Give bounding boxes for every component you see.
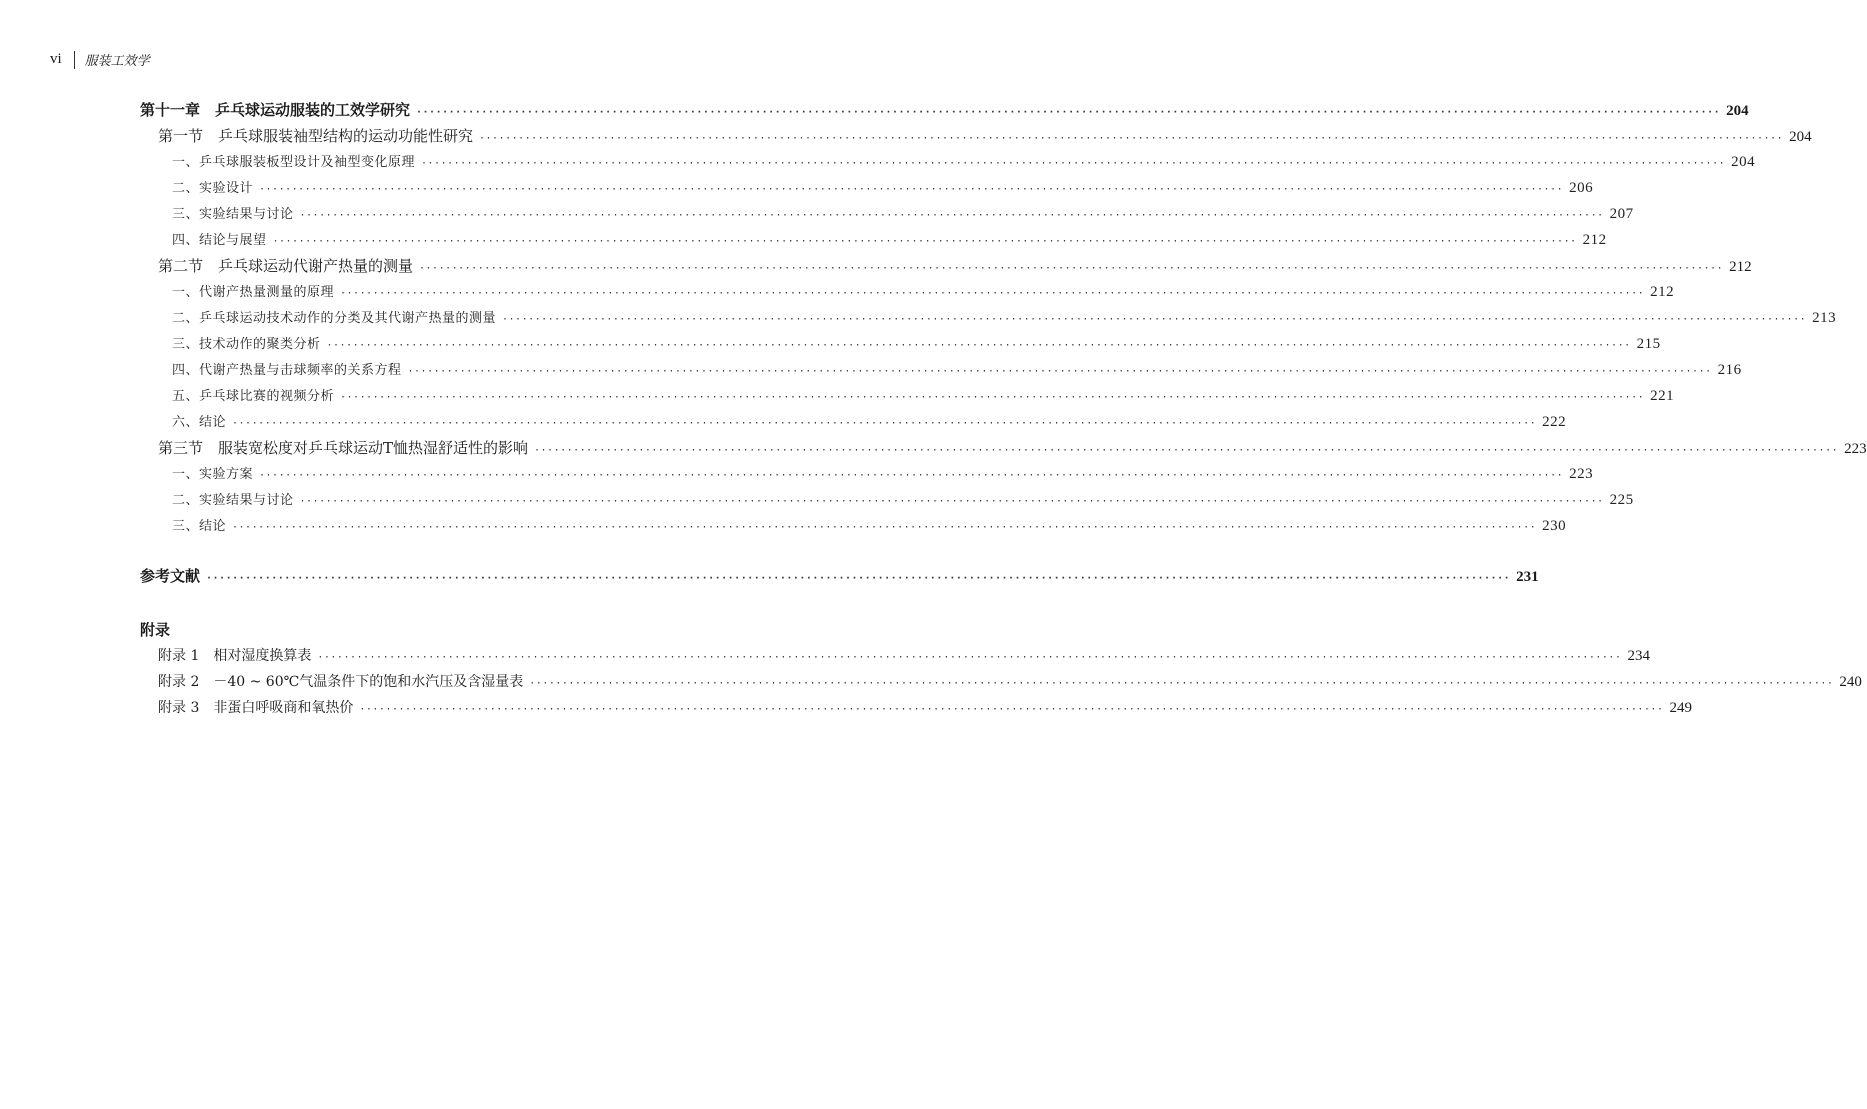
toc-appendix-3[interactable] — [158, 696, 1692, 720]
toc-subsection[interactable] — [172, 280, 1675, 304]
toc-entry-page: 222 — [1542, 414, 1567, 430]
toc-entry-page: 240 — [1839, 674, 1862, 690]
toc-entry-page: 249 — [1669, 700, 1692, 716]
toc-entry-label: 第一节 乒乓球服装袖型结构的运动功能性研究 — [158, 127, 474, 145]
toc-references[interactable] — [140, 564, 1539, 588]
dot-leader: ········································································································································································································ — [534, 445, 1839, 456]
dot-leader: ········································································································································································································ — [232, 522, 1537, 533]
toc-entry-page: 206 — [1569, 180, 1594, 196]
book-title: 服装工效学 — [84, 54, 150, 69]
toc-entry-page: 215 — [1636, 336, 1661, 352]
toc-entry-label: 五、乒乓球比赛的视频分析 — [172, 389, 335, 404]
toc-entry-page: 207 — [1609, 206, 1634, 222]
dot-leader: ········································································································································································································ — [299, 496, 1604, 507]
toc-subsection[interactable] — [172, 332, 1661, 356]
toc-entry-label: 四、代谢产热量与击球频率的关系方程 — [172, 363, 402, 378]
toc-subsection[interactable] — [172, 202, 1634, 226]
toc-subsection[interactable] — [172, 228, 1607, 252]
dot-leader: ········································································································································································································ — [502, 314, 1807, 325]
toc-entry-label: 三、结论 — [172, 519, 227, 534]
toc-entry-label: 四、结论与展望 — [172, 233, 267, 248]
header-divider — [74, 51, 75, 69]
toc-subsection[interactable] — [172, 514, 1567, 538]
toc-subsection[interactable] — [172, 150, 1756, 174]
dot-leader: ········································································································································································································ — [407, 366, 1712, 377]
dot-leader: ········································································································································································································ — [421, 158, 1726, 169]
dot-leader: ········································································································································································································ — [419, 263, 1724, 274]
toc-entry-page: 213 — [1812, 310, 1837, 326]
toc-entry-page: 223 — [1844, 441, 1867, 457]
dot-leader: ········································································································································································································ — [299, 210, 1604, 221]
toc-entry-label: 附录 3 非蛋白呼吸商和氧热价 — [158, 700, 354, 716]
dot-leader: ········································································································································································································ — [479, 133, 1784, 144]
toc-entry-page: 204 — [1789, 129, 1812, 145]
toc-appendix-1[interactable] — [158, 644, 1650, 668]
toc-entry-page: 230 — [1542, 518, 1567, 534]
toc-subsection[interactable] — [172, 358, 1742, 382]
toc-entry-page: 221 — [1650, 388, 1675, 404]
toc-entry-page: 225 — [1609, 492, 1634, 508]
toc-section-3[interactable] — [158, 436, 1867, 460]
toc-entry-page: 212 — [1729, 259, 1752, 275]
dot-leader: ········································································································································································································ — [206, 573, 1511, 584]
toc-entry-label: 二、实验结果与讨论 — [172, 493, 294, 508]
dot-leader: ········································································································································································································ — [416, 107, 1721, 118]
toc-entry-page: 204 — [1726, 103, 1749, 119]
toc-section-1[interactable] — [158, 124, 1812, 148]
toc-chapter-11[interactable] — [140, 98, 1749, 122]
toc-entry-label: 第二节 乒乓球运动代谢产热量的测量 — [158, 257, 414, 275]
toc-subsection[interactable] — [172, 176, 1594, 200]
toc-entry-page: 216 — [1717, 362, 1742, 378]
dot-leader: ········································································································································································································ — [259, 184, 1564, 195]
dot-leader: ········································································································································································································ — [359, 704, 1664, 715]
toc-subsection[interactable] — [172, 462, 1594, 486]
dot-leader: ········································································································································································································ — [326, 340, 1631, 351]
toc-entry-label: 一、乒乓球服装板型设计及袖型变化原理 — [172, 155, 416, 170]
toc-section-2[interactable] — [158, 254, 1752, 278]
dot-leader: ········································································································································································································ — [529, 678, 1834, 689]
toc-entry-label: 六、结论 — [172, 415, 227, 430]
toc-entry-label: 一、代谢产热量测量的原理 — [172, 285, 335, 300]
dot-leader: ········································································································································································································ — [259, 470, 1564, 481]
toc-entry-label: 二、乒乓球运动技术动作的分类及其代谢产热量的测量 — [172, 311, 497, 326]
toc-entry-label: 参考文献 — [140, 567, 201, 585]
toc-entry-label: 三、实验结果与讨论 — [172, 207, 294, 222]
toc-entry-page: 234 — [1627, 648, 1650, 664]
toc-subsection[interactable] — [172, 488, 1634, 512]
page-number: vi — [50, 51, 62, 67]
toc-subsection[interactable] — [172, 306, 1837, 330]
toc-entry-label: 三、技术动作的聚类分析 — [172, 337, 321, 352]
appendix-heading: 附录 — [140, 621, 171, 639]
dot-leader: ········································································································································································································ — [317, 652, 1622, 663]
toc-appendix-2[interactable] — [158, 670, 1862, 694]
toc-entry-label: 一、实验方案 — [172, 467, 254, 482]
dot-leader: ········································································································································································································ — [272, 236, 1577, 247]
toc-entry-label: 二、实验设计 — [172, 181, 254, 196]
toc-entry-label: 第三节 服装宽松度对乒乓球运动T恤热湿舒适性的影响 — [158, 439, 529, 457]
toc-entry-label: 附录 1 相对湿度换算表 — [158, 648, 312, 664]
toc-entry-page: 204 — [1731, 154, 1756, 170]
dot-leader: ········································································································································································································ — [340, 392, 1645, 403]
running-head — [50, 50, 150, 69]
toc-subsection[interactable] — [172, 384, 1675, 408]
toc-entry-label: 第十一章 乒乓球运动服装的工效学研究 — [140, 101, 411, 119]
dot-leader: ········································································································································································································ — [340, 288, 1645, 299]
toc-entry-page: 223 — [1569, 466, 1594, 482]
toc-entry-label: 附录 2 －40 ~ 60℃气温条件下的饱和水汽压及含湿量表 — [158, 674, 524, 690]
toc-subsection[interactable] — [172, 410, 1567, 434]
toc-entry-page: 231 — [1516, 569, 1539, 585]
toc-entry-page: 212 — [1650, 284, 1675, 300]
toc-entry-page: 212 — [1582, 232, 1607, 248]
dot-leader: ········································································································································································································ — [232, 418, 1537, 429]
